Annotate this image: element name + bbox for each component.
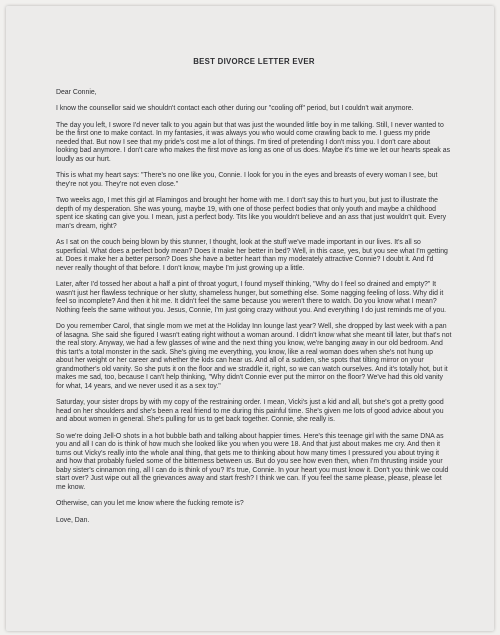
paragraph: Do you remember Carol, that single mom we met at the Holiday Inn lounge last year? Well, she dropped by last week with a pan of lasagna. She said she figured I wasn't eating right without a woman around. I didn't know what she meant till later, but that's not the real story. Anyway, we had a few glasses of wine and the next thing you know, we're banging away in our old bedroom. And this tart's a total monster in the sack. She's giving me everything, you know, like a real woman does when she's not hung up about her weight or her career and whether the kids can hear us. And all of a sudden, she spots that tilting mirror on your grandmother's old vanity. So she puts it on the floor and we straddle it, right, so we can watch ourselves. And it's totally hot, but it makes me sad, too, because I can't help thinking, "Why didn't Connie ever put the mirror on the floor? We've had this old vanity for what, 14 years, and we never used it as a sex toy." <box>56 323 452 390</box>
signoff: Love, Dan. <box>56 516 90 524</box>
letter-body <box>56 58 452 525</box>
paragraph: Two weeks ago, I met this girl at Flamingos and brought her home with me. I don't say this to hurt you, but just to illustrate the depth of my desperation. She was young, maybe 19, with one of those perfect bodies that only youth and maybe a childhood spent ice skating can give you. I mean, just a perfect body. Tits like you wouldn't believe and an ass that just wouldn't quit. Every man's dream, right? <box>56 197 447 230</box>
paragraph: So we're doing Jell-O shots in a hot bubble bath and talking about happier times. Here's this teenage girl with the same DNA as you and all I can do is think of how much she looked like you when you were 18. And that just about makes me cry. And then it turns out Vicky's really into the whole anal thing, that gets me to thinking about how many times I pressured you about trying it and how that probably fueled some of the bitterness between us. But do you see how even then, when I'm thrusting inside your baby sister's cinnamon ring, all I can do is think of you? It's true, Connie. In your heart you must know it. Don't you think we could start over? Just wipe out all the grievances away and start fresh? I think we can. If you feel the same please, please, please let me know. <box>56 432 449 491</box>
paragraph: The day you left, I swore I'd never talk to you again but that was just the wounded little boy in me talking. Still, I never wanted to be the first one to make contact. In my fantasies, it was always you who would come crawling back to me. I guess my pride needed that. But now I see that my pride's cost me a lot of things. I'm tired of pretending I don't miss you. I don't care about looking bad anymore. I don't care who makes the first move as long as one of us does. Maybe it's time we let our hearts speak as loudly as our hurt. <box>56 121 451 163</box>
closing-line: Otherwise, can you let me know where the fucking remote is? <box>56 500 244 507</box>
paragraph: I know the counsellor said we shouldn't contact each other during our "cooling off" period, but I couldn't wait anymore. <box>56 105 414 112</box>
paragraph: Saturday, your sister drops by with my copy of the restraining order. I mean, Vicki's just a kid and all, but she's got a pretty good head on her shoulders and she's been a real friend to me during this painful time. She's given me lots of good advice about you and about women in general. She's pulling for us to get back together. Connie, she really is. <box>56 399 444 423</box>
letter-page <box>6 6 494 631</box>
salutation: Dear Connie, <box>56 88 97 96</box>
paragraph: This is what my heart says: "There's no one like you, Connie. I look for you in the eyes and breasts of every woman I see, but they're not you. They're not even close." <box>56 172 438 188</box>
paragraph: As I sat on the couch being blown by this stunner, I thought, look at the stuff we've made important in our lives. It's all so superficial. What does a perfect body mean? Does it make her better in bed? Well, in this case, yes, but you see what I'm getting at. Does it make her a better person? Does she have a better heart than my moderately attractive Connie? I doubt it. And I'd never really thought of that before. I don't know, maybe I'm just growing up a little. <box>56 239 448 272</box>
paragraph: Later, after I'd tossed her about a half a pint of throat yogurt, I found myself thinking, "Why do I feel so drained and empty?" It wasn't just her flawless technique or her slutty, shameless hunger, but something else. Some nagging feeling of loss. Why did it feel so incomplete? And then it hit me. It didn't feel the same because you weren't there to watch. Do you know what I mean? Nothing feels the same without you. Jesus, Connie, I'm just going crazy without you. And everything I do just reminds me of you. <box>56 281 447 314</box>
letter-title: BEST DIVORCE LETTER EVER <box>193 57 315 66</box>
